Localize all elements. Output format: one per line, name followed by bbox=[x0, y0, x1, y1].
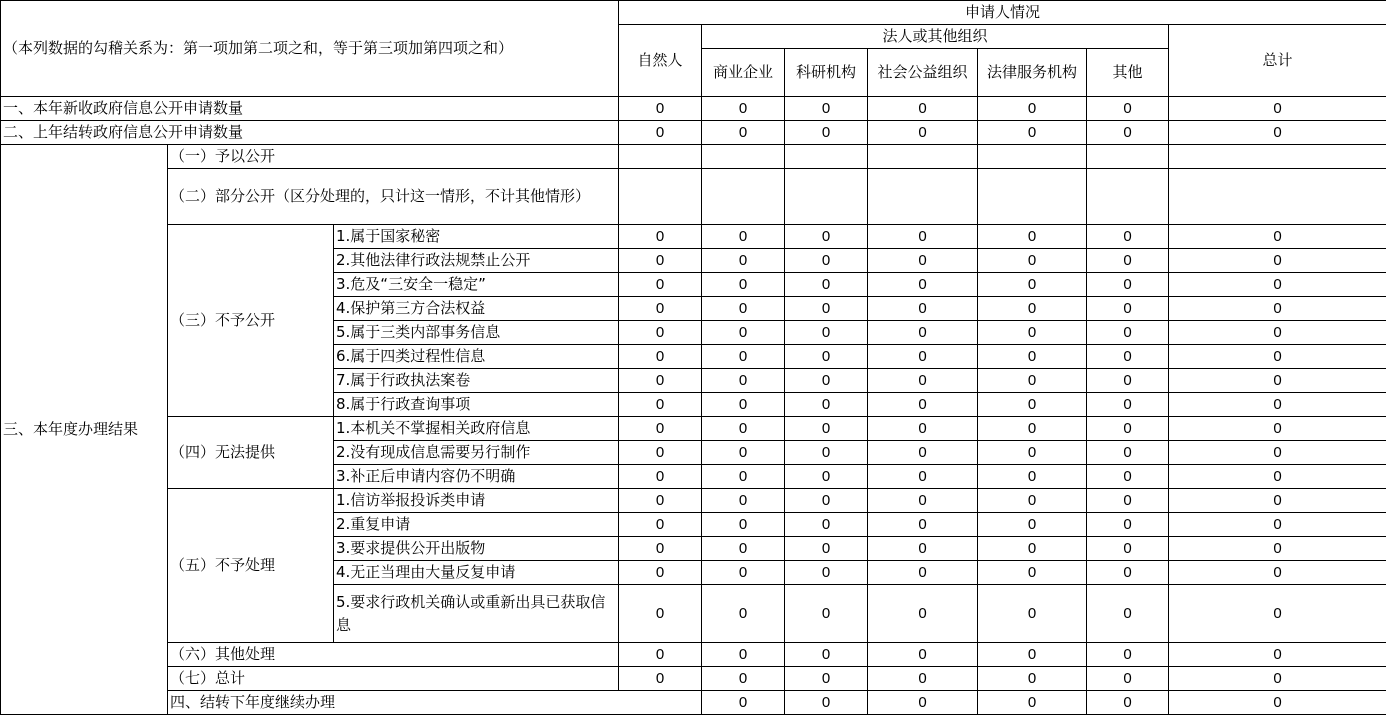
header-natural-person: 自然人 bbox=[619, 25, 702, 97]
cell-value: 0 bbox=[978, 321, 1087, 345]
cell-value: 0 bbox=[978, 561, 1087, 585]
cell-value: 0 bbox=[1087, 537, 1169, 561]
cell-value: 0 bbox=[619, 393, 702, 417]
cell-value: 0 bbox=[978, 417, 1087, 441]
row-label: 4.保护第三方合法权益 bbox=[334, 297, 619, 321]
cell-value: 0 bbox=[619, 643, 702, 667]
row-label: 一、本年新收政府信息公开申请数量 bbox=[1, 97, 619, 121]
row-label: 5.属于三类内部事务信息 bbox=[334, 321, 619, 345]
cell-value: 0 bbox=[978, 97, 1087, 121]
cell-value: 0 bbox=[1087, 643, 1169, 667]
cell-value: 0 bbox=[1169, 321, 1386, 345]
cell-value: 0 bbox=[1169, 345, 1386, 369]
row-label: 1.本机关不掌握相关政府信息 bbox=[334, 417, 619, 441]
cell-value: 0 bbox=[868, 249, 978, 273]
cell-value: 0 bbox=[619, 225, 702, 249]
cell-value: 0 bbox=[785, 513, 868, 537]
cell-value: 0 bbox=[868, 585, 978, 643]
cell-value: 0 bbox=[868, 441, 978, 465]
row-label: （一）予以公开 bbox=[168, 145, 619, 169]
cell-value: 0 bbox=[978, 393, 1087, 417]
cell-value: 0 bbox=[1087, 393, 1169, 417]
cell-value: 0 bbox=[702, 585, 785, 643]
cell-value: 0 bbox=[1169, 273, 1386, 297]
cell-value: 0 bbox=[1169, 489, 1386, 513]
cell-value: 0 bbox=[1169, 537, 1386, 561]
table-row bbox=[1, 97, 1386, 121]
cell-value: 0 bbox=[1087, 249, 1169, 273]
row-label: 3.要求提供公开出版物 bbox=[334, 537, 619, 561]
group-label: （四）无法提供 bbox=[168, 417, 334, 489]
cell-value: 0 bbox=[978, 585, 1087, 643]
cell-value: 0 bbox=[785, 297, 868, 321]
cell-value: 0 bbox=[1087, 667, 1169, 691]
row-label: 四、结转下年度继续办理 bbox=[168, 691, 702, 715]
cell-value: 0 bbox=[785, 561, 868, 585]
header-other: 其他 bbox=[1087, 49, 1169, 97]
cell-value: 0 bbox=[702, 297, 785, 321]
cell-value: 0 bbox=[702, 249, 785, 273]
cell-value: 0 bbox=[785, 369, 868, 393]
cell-value: 0 bbox=[1087, 121, 1169, 145]
cell-value: 0 bbox=[868, 369, 978, 393]
cell-value: 0 bbox=[1087, 489, 1169, 513]
cell-value: 0 bbox=[785, 667, 868, 691]
cell-value: 0 bbox=[1169, 561, 1386, 585]
cell-value: 0 bbox=[785, 393, 868, 417]
cell-value: 0 bbox=[619, 667, 702, 691]
cell-value: 0 bbox=[1087, 441, 1169, 465]
table-row bbox=[1, 169, 1386, 225]
cell-value: 0 bbox=[702, 225, 785, 249]
cell-value: 0 bbox=[702, 273, 785, 297]
cell-value: 0 bbox=[1087, 297, 1169, 321]
cell-value: 0 bbox=[702, 321, 785, 345]
cell-value: 0 bbox=[1169, 585, 1386, 643]
cell-value: 0 bbox=[702, 691, 785, 715]
cell-value: 0 bbox=[619, 249, 702, 273]
cell-value: 0 bbox=[1169, 297, 1386, 321]
cell-value: 0 bbox=[1087, 225, 1169, 249]
cell-value: 0 bbox=[868, 667, 978, 691]
cell-value: 0 bbox=[702, 513, 785, 537]
cell-value: 0 bbox=[785, 643, 868, 667]
row-label: 3.危及“三安全一稳定” bbox=[334, 273, 619, 297]
cell-value: 0 bbox=[619, 273, 702, 297]
cell-value: 0 bbox=[619, 441, 702, 465]
cell-value: 0 bbox=[868, 537, 978, 561]
cell-value: 0 bbox=[1087, 691, 1169, 715]
table-row bbox=[1, 489, 1386, 513]
cell-value: 0 bbox=[702, 561, 785, 585]
table-row bbox=[1, 691, 1386, 715]
cell-value: 0 bbox=[702, 441, 785, 465]
cell-value: 0 bbox=[1169, 441, 1386, 465]
cell-value: 0 bbox=[702, 489, 785, 513]
row-label: 2.重复申请 bbox=[334, 513, 619, 537]
cell-value: 0 bbox=[1087, 417, 1169, 441]
cell-value: 0 bbox=[1087, 513, 1169, 537]
group-label: （五）不予处理 bbox=[168, 489, 334, 643]
cell-value: 0 bbox=[868, 121, 978, 145]
header-social-welfare: 社会公益组织 bbox=[868, 49, 978, 97]
cell-value: 0 bbox=[1169, 417, 1386, 441]
table-row bbox=[1, 145, 1386, 169]
cell-value: 0 bbox=[785, 489, 868, 513]
cell-value: 0 bbox=[785, 691, 868, 715]
header-research: 科研机构 bbox=[785, 49, 868, 97]
cell-value: 0 bbox=[619, 321, 702, 345]
table-row bbox=[1, 121, 1386, 145]
cell-value: 0 bbox=[978, 297, 1087, 321]
cell-value: 0 bbox=[702, 97, 785, 121]
header-legal-org: 法人或其他组织 bbox=[702, 25, 1169, 49]
cell-value: 0 bbox=[619, 369, 702, 393]
row-label: 5.要求行政机关确认或重新出具已获取信息 bbox=[334, 585, 619, 643]
cell-value: 0 bbox=[978, 273, 1087, 297]
cell-value: 0 bbox=[868, 97, 978, 121]
cell-value: 0 bbox=[868, 691, 978, 715]
cell-value: 0 bbox=[702, 667, 785, 691]
cell-value: 0 bbox=[702, 465, 785, 489]
cell-value: 0 bbox=[1169, 369, 1386, 393]
cell-value: 0 bbox=[1087, 465, 1169, 489]
cell-value: 0 bbox=[978, 225, 1087, 249]
cell-value: 0 bbox=[702, 345, 785, 369]
row-label: 2.其他法律行政法规禁止公开 bbox=[334, 249, 619, 273]
row-label: 1.属于国家秘密 bbox=[334, 225, 619, 249]
cell-value: 0 bbox=[978, 465, 1087, 489]
table-row bbox=[1, 643, 1386, 667]
cell-value: 0 bbox=[619, 417, 702, 441]
cell-value: 0 bbox=[785, 465, 868, 489]
cell-value: 0 bbox=[868, 297, 978, 321]
cell-value: 0 bbox=[978, 441, 1087, 465]
cell-value: 0 bbox=[1087, 273, 1169, 297]
header-note: （本列数据的勾稽关系为：第一项加第二项之和，等于第三项加第四项之和） bbox=[1, 1, 619, 97]
cell-value: 0 bbox=[868, 489, 978, 513]
cell-value: 0 bbox=[785, 417, 868, 441]
header-total: 总计 bbox=[1169, 25, 1386, 97]
cell-value: 0 bbox=[1169, 667, 1386, 691]
cell-value: 0 bbox=[785, 121, 868, 145]
cell-value: 0 bbox=[619, 537, 702, 561]
cell-value: 0 bbox=[978, 537, 1087, 561]
cell-value: 0 bbox=[978, 121, 1087, 145]
cell-value: 0 bbox=[619, 489, 702, 513]
cell-value: 0 bbox=[1087, 97, 1169, 121]
row-label: 3.补正后申请内容仍不明确 bbox=[334, 465, 619, 489]
cell-value: 0 bbox=[1087, 345, 1169, 369]
cell-value: 0 bbox=[702, 393, 785, 417]
cell-value: 0 bbox=[785, 273, 868, 297]
cell-value: 0 bbox=[619, 297, 702, 321]
row-label: 2.没有现成信息需要另行制作 bbox=[334, 441, 619, 465]
cell-value: 0 bbox=[1169, 643, 1386, 667]
cell-value: 0 bbox=[619, 513, 702, 537]
cell-value: 0 bbox=[785, 345, 868, 369]
cell-value: 0 bbox=[978, 691, 1087, 715]
cell-value: 0 bbox=[868, 643, 978, 667]
cell-value: 0 bbox=[868, 393, 978, 417]
cell-value: 0 bbox=[1087, 369, 1169, 393]
group-label: （三）不予公开 bbox=[168, 225, 334, 417]
row-label: （六）其他处理 bbox=[168, 643, 619, 667]
cell-value: 0 bbox=[785, 585, 868, 643]
cell-value: 0 bbox=[785, 321, 868, 345]
table-row bbox=[1, 225, 1386, 249]
cell-value: 0 bbox=[868, 513, 978, 537]
cell-value: 0 bbox=[868, 561, 978, 585]
cell-value: 0 bbox=[785, 441, 868, 465]
cell-value: 0 bbox=[868, 417, 978, 441]
cell-value: 0 bbox=[868, 345, 978, 369]
header-legal-service: 法律服务机构 bbox=[978, 49, 1087, 97]
cell-value: 0 bbox=[619, 585, 702, 643]
row-label: 二、上年结转政府信息公开申请数量 bbox=[1, 121, 619, 145]
cell-value: 0 bbox=[978, 249, 1087, 273]
section3-label: 三、本年度办理结果 bbox=[1, 145, 168, 715]
cell-value: 0 bbox=[868, 465, 978, 489]
cell-value: 0 bbox=[702, 369, 785, 393]
cell-value: 0 bbox=[978, 489, 1087, 513]
cell-value: 0 bbox=[785, 97, 868, 121]
cell-value: 0 bbox=[1169, 97, 1386, 121]
cell-value: 0 bbox=[619, 465, 702, 489]
cell-value: 0 bbox=[702, 121, 785, 145]
header-applicant-info: 申请人情况 bbox=[619, 1, 1386, 25]
cell-value: 0 bbox=[978, 513, 1087, 537]
cell-value: 0 bbox=[785, 225, 868, 249]
cell-value: 0 bbox=[619, 97, 702, 121]
cell-value: 0 bbox=[868, 273, 978, 297]
cell-value: 0 bbox=[1169, 225, 1386, 249]
cell-value: 0 bbox=[785, 537, 868, 561]
cell-value: 0 bbox=[702, 417, 785, 441]
cell-value: 0 bbox=[1169, 691, 1386, 715]
cell-value: 0 bbox=[868, 321, 978, 345]
cell-value: 0 bbox=[1087, 561, 1169, 585]
cell-value: 0 bbox=[785, 249, 868, 273]
row-label: 8.属于行政查询事项 bbox=[334, 393, 619, 417]
cell-value: 0 bbox=[619, 561, 702, 585]
cell-value: 0 bbox=[1169, 465, 1386, 489]
table-row bbox=[1, 417, 1386, 441]
cell-value: 0 bbox=[1169, 121, 1386, 145]
cell-value: 0 bbox=[1169, 513, 1386, 537]
table-row bbox=[1, 667, 1386, 691]
cell-value: 0 bbox=[619, 345, 702, 369]
row-label: （七）总计 bbox=[168, 667, 619, 691]
cell-value: 0 bbox=[1087, 321, 1169, 345]
cell-value: 0 bbox=[978, 369, 1087, 393]
cell-value: 0 bbox=[978, 345, 1087, 369]
cell-value: 0 bbox=[619, 121, 702, 145]
row-label: 6.属于四类过程性信息 bbox=[334, 345, 619, 369]
row-label: 1.信访举报投诉类申请 bbox=[334, 489, 619, 513]
cell-value: 0 bbox=[1169, 249, 1386, 273]
cell-value: 0 bbox=[1087, 585, 1169, 643]
cell-value: 0 bbox=[702, 537, 785, 561]
cell-value: 0 bbox=[978, 643, 1087, 667]
row-label: 7.属于行政执法案卷 bbox=[334, 369, 619, 393]
row-label: （二）部分公开（区分处理的，只计这一情形，不计其他情形） bbox=[168, 169, 619, 225]
row-label: 4.无正当理由大量反复申请 bbox=[334, 561, 619, 585]
cell-value: 0 bbox=[702, 643, 785, 667]
cell-value: 0 bbox=[978, 667, 1087, 691]
cell-value: 0 bbox=[868, 225, 978, 249]
header-commercial: 商业企业 bbox=[702, 49, 785, 97]
cell-value: 0 bbox=[1169, 393, 1386, 417]
